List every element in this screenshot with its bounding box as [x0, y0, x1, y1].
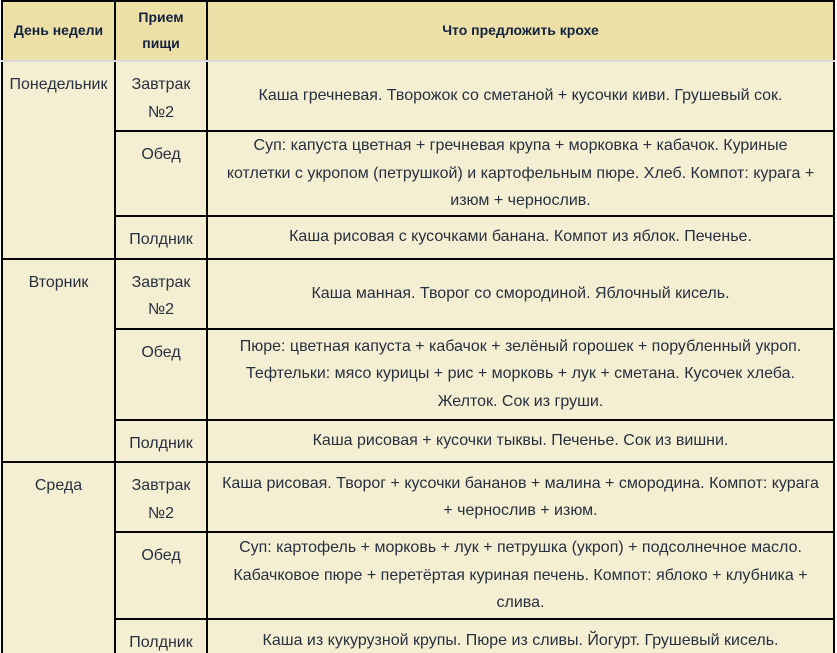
- menu-text-wednesday-breakfast: Каша рисовая. Творог + кусочки бананов + малина + смородина. Компот: курага + чернослив + изюм.: [207, 462, 834, 532]
- row-wednesday-snack: [2, 619, 834, 653]
- day-cell-monday: Понедельник: [2, 61, 115, 259]
- menu-text-tuesday-breakfast: Каша манная. Творог со смородиной. Яблочный кисель.: [207, 259, 834, 329]
- row-tuesday-breakfast: [2, 259, 834, 329]
- meal-label-tuesday-snack: Полдник: [115, 420, 207, 463]
- meal-label-wednesday-lunch: Обед: [115, 532, 207, 619]
- meal-label-tuesday-lunch: Обед: [115, 329, 207, 420]
- menu-text-monday-lunch: Суп: капуста цветная + гречневая крупа + морковка + кабачок. Куриные котлетки с укропом (петрушкой) и картофельным пюре. Хлеб. Компот: курага + изюм + чернослив.: [207, 131, 834, 216]
- menu-text-monday-snack: Каша рисовая с кусочками банана. Компот из яблок. Печенье.: [207, 216, 834, 259]
- day-cell-wednesday: Среда: [2, 462, 115, 653]
- menu-text-tuesday-lunch: Пюре: цветная капуста + кабачок + зелёный горошек + порубленный укроп. Тефтельки: мясо курицы + рис + морковь + лук + сметана. Кусочек хлеба. Желток. Сок из груши.: [207, 329, 834, 420]
- row-wednesday-lunch: [2, 532, 834, 619]
- header-cell-day: День недели: [2, 1, 115, 61]
- row-tuesday-snack: [2, 420, 834, 463]
- meal-label-monday-lunch: Обед: [115, 131, 207, 216]
- meal-label-tuesday-breakfast: Завтрак №2: [115, 259, 207, 329]
- header-cell-menu: Что предложить крохе: [207, 1, 834, 61]
- header-row: [2, 1, 834, 61]
- meal-label-monday-breakfast: Завтрак №2: [115, 61, 207, 131]
- row-monday-lunch: [2, 131, 834, 216]
- meal-label-wednesday-breakfast: Завтрак №2: [115, 462, 207, 532]
- row-tuesday-lunch: [2, 329, 834, 420]
- meal-plan-table: [1, 0, 835, 653]
- header-cell-meal: Прием пищи: [115, 1, 207, 61]
- menu-text-tuesday-snack: Каша рисовая + кусочки тыквы. Печенье. Сок из вишни.: [207, 420, 834, 463]
- day-cell-tuesday: Вторник: [2, 259, 115, 463]
- row-monday-breakfast: [2, 61, 834, 131]
- menu-text-wednesday-snack: Каша из кукурузной крупы. Пюре из сливы. Йогурт. Грушевый кисель.: [207, 619, 834, 653]
- meal-label-wednesday-snack: Полдник: [115, 619, 207, 653]
- menu-text-monday-breakfast: Каша гречневая. Творожок со сметаной + кусочки киви. Грушевый сок.: [207, 61, 834, 131]
- row-monday-snack: [2, 216, 834, 259]
- row-wednesday-breakfast: [2, 462, 834, 532]
- meal-label-monday-snack: Полдник: [115, 216, 207, 259]
- menu-text-wednesday-lunch: Суп: картофель + морковь + лук + петрушка (укроп) + подсолнечное масло. Кабачковое пюре + перетёртая куриная печень. Компот: яблоко + клубника + слива.: [207, 532, 834, 619]
